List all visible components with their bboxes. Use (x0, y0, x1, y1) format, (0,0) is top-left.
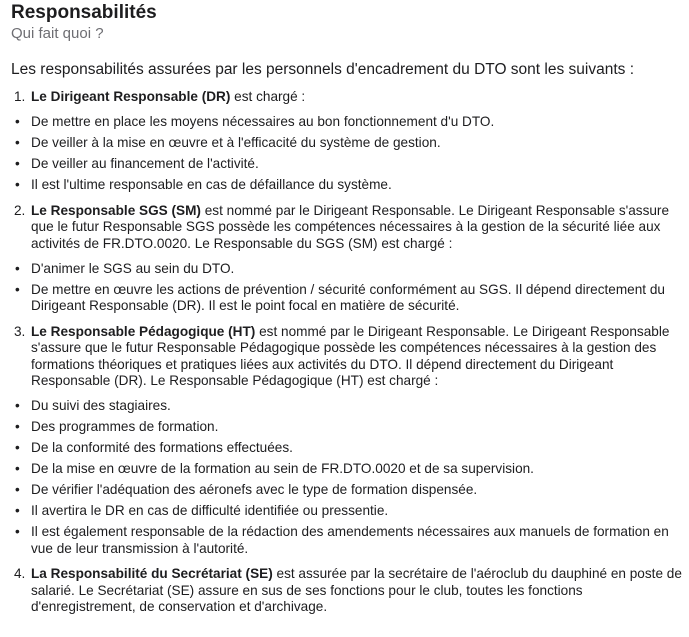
bullet-icon: • (15, 440, 20, 456)
bullet-icon: • (15, 156, 20, 172)
section-3 (11, 324, 683, 390)
list-item: • De la mise en œuvre de la formation au sein de FR.DTO.0020 et de sa supervision. (15, 461, 534, 477)
list-item: • De veiller au financement de l'activité. (15, 156, 259, 172)
section-2-bullets (11, 261, 683, 315)
document (11, 0, 683, 616)
list-item: • Il avertira le DR en cas de difficulté identifiée ou pressentie. (15, 503, 389, 519)
list-item: • De mettre en place les moyens nécessaires au bon fonctionnement d'u DTO. (15, 114, 495, 130)
bullet-icon: • (15, 398, 20, 414)
section-number: 4. (14, 566, 26, 582)
list-item: • Il est également responsable de la rédaction des amendements nécessaires aux manuels de formation en vue de leur transmission à l'autorité. (15, 524, 669, 556)
page-title: Responsabilités (11, 2, 157, 23)
section-number: 2. (14, 202, 26, 218)
bullet-icon: • (15, 419, 20, 435)
list-item: • De vérifier l'adéquation des aéronefs avec le type de formation dispensée. (15, 482, 478, 498)
bullet-icon: • (15, 482, 20, 498)
section-text: est nommé par le Dirigeant Responsable. Le Dirigeant Responsable s'assure que le futur Responsable SGS possède les compétences nécessaires à la gestion de la sécurité liée aux activités de FR.DTO.0020. Le Responsable du SGS (SM) est chargé : (31, 202, 670, 251)
section-role: La Responsabilité du Secrétariat (SE) (31, 566, 273, 582)
bullet-icon: • (15, 461, 20, 477)
list-item: • De veiller à la mise en œuvre et à l'efficacité du système de gestion. (15, 135, 441, 151)
list-item: • Il est l'ultime responsable en cas de défaillance du système. (15, 177, 392, 193)
list-item: • D'animer le SGS au sein du DTO. (15, 261, 235, 277)
bullet-icon: • (15, 503, 20, 519)
section-1-bullets (11, 114, 683, 193)
section-text: est assurée par la secrétaire de l'aéroclub du dauphiné en poste de salarié. Le Secrétariat (SE) assure en sus de ses fonctions pour le club, toutes les fonctions d'enregistrement, de conservation et d'archivage. (31, 566, 682, 615)
section-number: 1. (14, 89, 26, 104)
section-number: 3. (14, 323, 26, 339)
section-role: Le Responsable SGS (SM) (31, 202, 201, 218)
bullet-icon: • (15, 524, 20, 540)
bullet-icon: • (15, 114, 20, 130)
bullet-icon: • (15, 261, 20, 277)
bullet-icon: • (15, 282, 20, 298)
section-2 (11, 203, 683, 252)
list-item: • Des programmes de formation. (15, 419, 219, 435)
section-role: Le Dirigeant Responsable (DR) (31, 89, 231, 104)
section-3-bullets (11, 398, 683, 557)
section-text: est chargé : (230, 89, 306, 104)
bullet-icon: • (15, 177, 20, 193)
bullet-icon: • (15, 135, 20, 151)
section-text: est nommé par le Dirigeant Responsable. Le Dirigeant Responsable s'assure que le futur Responsable Pédagogique possède les compétences nécessaires à la gestion des formations théoriques et pratiques liées aux activités du DTO. Il dépend directement du Dirigeant Responsable (DR). Le Responsable Pédagogique (HT) est chargé : (31, 323, 670, 389)
section-1 (11, 89, 683, 105)
section-4 (11, 566, 683, 615)
list-item: • De mettre en œuvre les actions de prévention / sécurité conformément au SGS. Il dépend directement du Dirigeant Responsable (DR). Il est le point focal en matière de sécurité. (15, 282, 665, 314)
page-subtitle: Qui fait quoi ? (11, 25, 104, 42)
list-item: • Du suivi des stagiaires. (15, 398, 171, 414)
section-role: Le Responsable Pédagogique (HT) (31, 323, 256, 339)
list-item: • De la conformité des formations effectuées. (15, 440, 293, 456)
intro-text: Les responsabilités assurées par les personnels d'encadrement du DTO sont les suivants : (11, 61, 635, 78)
